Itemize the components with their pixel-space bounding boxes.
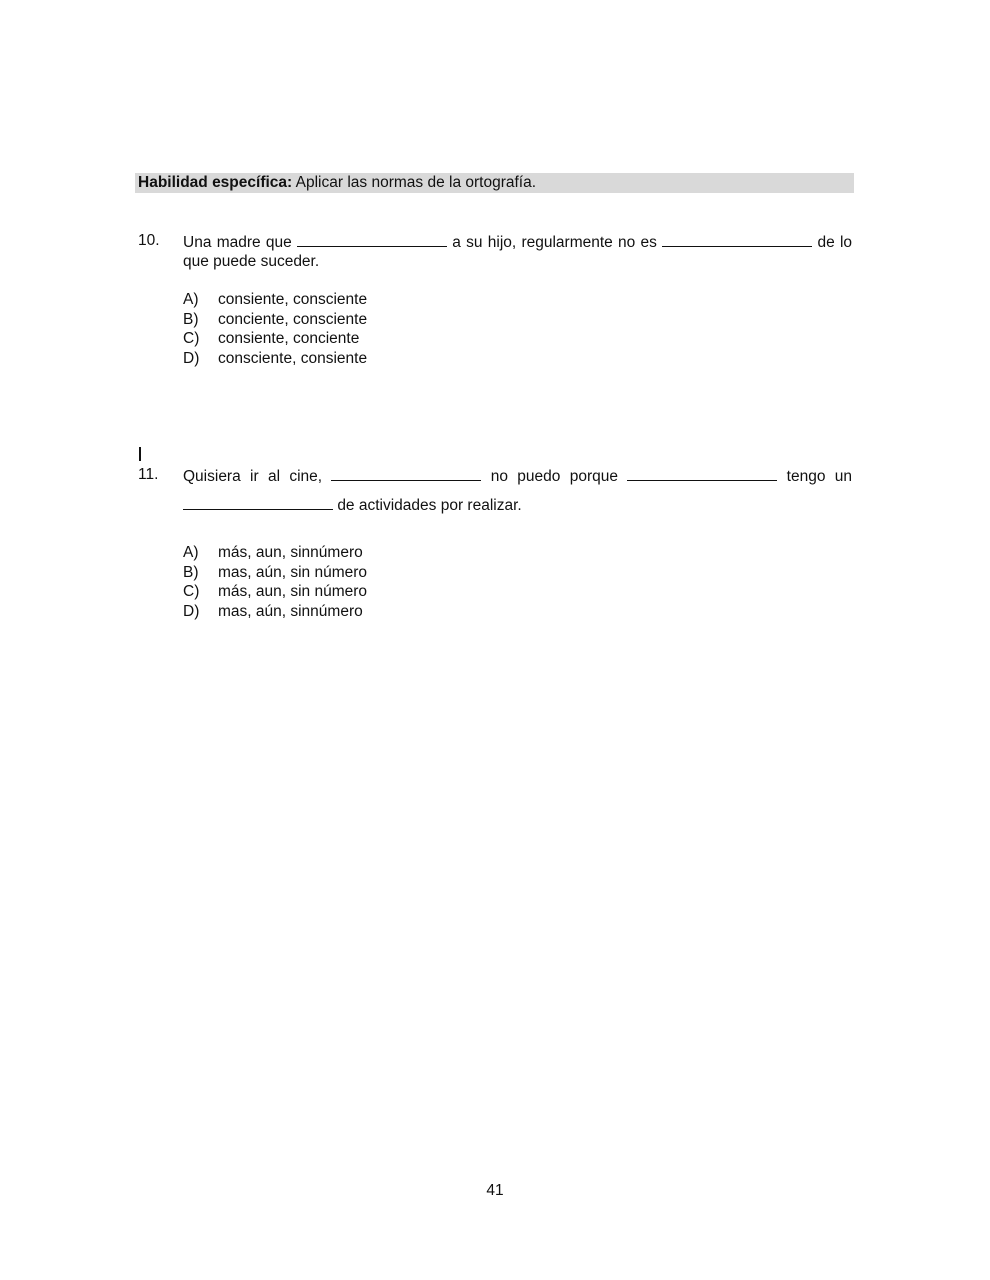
question-10-line-2: que puede suceder. — [183, 253, 320, 270]
question-10-line-1 — [183, 232, 852, 253]
skill-label: Habilidad específica: — [138, 174, 293, 191]
question-11-blank-3 — [183, 495, 333, 510]
question-10-option-c — [183, 329, 359, 349]
question-11-line-2 — [183, 495, 852, 516]
option-letter: C) — [183, 330, 200, 347]
option-letter: A) — [183, 291, 199, 308]
option-text: mas, aún, sinnúmero — [218, 602, 363, 620]
question-10-text-2: a su hijo, regularmente no es — [452, 234, 657, 251]
question-11-blank-2 — [627, 466, 777, 481]
question-10-option-a — [183, 290, 367, 310]
option-letter: B) — [183, 563, 199, 581]
question-11-text-2: no puedo porque — [490, 468, 618, 485]
question-11-text-3: tengo un — [786, 468, 853, 485]
question-11-number: 11. — [138, 466, 159, 483]
question-10-blank-1 — [297, 232, 447, 247]
option-text: más, aun, sin número — [218, 583, 368, 600]
question-10-blank-2 — [662, 232, 812, 247]
question-11-option-a — [183, 543, 363, 563]
page-number: 41 — [486, 1182, 504, 1199]
question-11-text-1: Quisiera ir al cine, — [183, 468, 323, 485]
question-10-option-b — [183, 310, 367, 330]
option-text: más, aun, sinnúmero — [218, 544, 363, 561]
option-letter: A) — [183, 544, 199, 561]
option-text: conciente, consciente — [218, 310, 368, 328]
question-10-text-1: Una madre que — [183, 234, 292, 251]
question-10-text-3: de lo — [817, 234, 853, 251]
option-letter: B) — [183, 310, 199, 328]
skill-header — [135, 173, 854, 193]
option-text: mas, aún, sin número — [218, 563, 368, 581]
option-text: consciente, consiente — [218, 349, 368, 367]
skill-text: Aplicar las normas de la ortografía. — [292, 174, 537, 191]
question-10-option-d — [183, 349, 367, 369]
question-11-line-1 — [183, 466, 852, 487]
option-letter: C) — [183, 583, 200, 600]
option-text: consiente, consciente — [218, 291, 368, 308]
question-10-number: 10. — [138, 232, 160, 249]
option-letter: D) — [183, 602, 200, 620]
text-cursor — [139, 447, 141, 461]
question-11-option-c — [183, 582, 367, 602]
question-11-blank-1 — [331, 466, 481, 481]
question-11-text-4: de actividades por realizar. — [337, 497, 522, 514]
option-text: consiente, conciente — [218, 330, 360, 347]
question-11-option-d — [183, 602, 363, 622]
option-letter: D) — [183, 349, 200, 367]
question-11-option-b — [183, 563, 367, 583]
